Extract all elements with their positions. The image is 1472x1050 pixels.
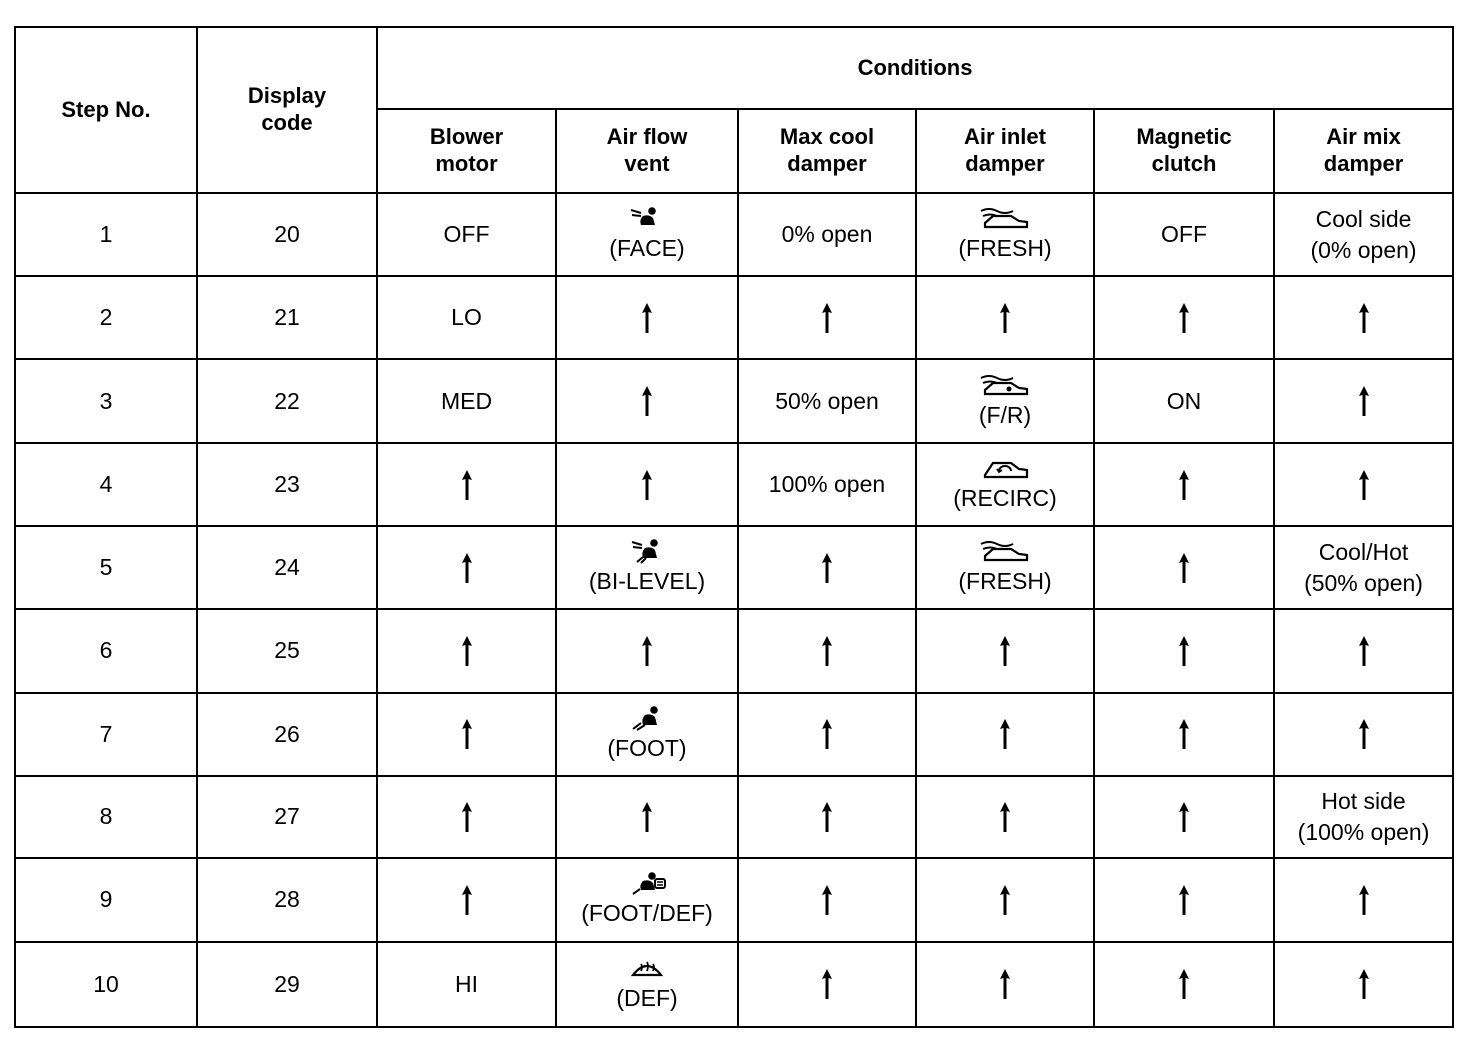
max-cool-damper-cell [738, 693, 916, 776]
header-display-code: Display code [197, 27, 377, 193]
foot-vent-icon [619, 705, 675, 731]
same-as-above-arrow-icon [1177, 884, 1191, 916]
bi-level-vent-icon [619, 538, 675, 564]
table-row [15, 858, 1453, 942]
blower-motor-cell [377, 858, 556, 942]
blower-motor-value: LO [451, 304, 482, 331]
header-max-cool-damper: Max cool damper [738, 109, 916, 193]
air-flow-vent-label: (FOOT) [607, 734, 687, 761]
blower-motor-cell [377, 776, 556, 858]
max-cool-damper-cell [738, 942, 916, 1027]
same-as-above-arrow-icon [1177, 801, 1191, 833]
air-flow-vent-cell [556, 526, 738, 609]
step-no-cell [15, 443, 197, 526]
table-row [15, 776, 1453, 858]
air-inlet-damper-label: (F/R) [978, 401, 1032, 428]
magnetic-clutch-cell [1094, 193, 1274, 276]
blower-motor-cell [377, 276, 556, 359]
step-no: 1 [99, 221, 113, 248]
same-as-above-arrow-icon [460, 552, 474, 584]
display-code-cell [197, 609, 377, 692]
same-as-above-arrow-icon [1177, 635, 1191, 667]
air-mix-damper-cell [1274, 693, 1453, 776]
air-inlet-damper-cell [916, 858, 1094, 942]
same-as-above-arrow-icon [820, 801, 834, 833]
display-code: 24 [274, 554, 300, 581]
display-code: 26 [274, 720, 300, 747]
air-mix-damper-cell [1274, 776, 1453, 858]
step-no-cell [15, 193, 197, 276]
same-as-above-arrow-icon [1177, 302, 1191, 334]
header-air-inlet-damper: Air inlet damper [916, 109, 1094, 193]
step-no-cell [15, 526, 197, 609]
air-mix-damper-cell [1274, 276, 1453, 359]
air-flow-vent-cell [556, 276, 738, 359]
same-as-above-arrow-icon [1357, 302, 1371, 334]
air-flow-vent-label: (DEF) [616, 984, 678, 1011]
air-flow-vent-cell [556, 858, 738, 942]
blower-motor-cell [377, 526, 556, 609]
display-code: 21 [274, 304, 300, 331]
air-inlet-damper-label: (RECIRC) [953, 485, 1057, 512]
header-magnetic-clutch: Magnetic clutch [1094, 109, 1274, 193]
blower-motor-cell [377, 443, 556, 526]
step-no: 9 [99, 886, 113, 913]
magnetic-clutch-cell [1094, 359, 1274, 443]
same-as-above-arrow-icon [1357, 635, 1371, 667]
air-mix-damper-value: Cool/Hot (50% open) [1304, 538, 1423, 596]
magnetic-clutch-cell [1094, 858, 1274, 942]
header-air-flow-vent: Air flow vent [556, 109, 738, 193]
air-mix-damper-value: Hot side (100% open) [1297, 787, 1430, 845]
air-inlet-damper-label: (FRESH) [958, 235, 1052, 262]
table-body [15, 193, 1453, 1027]
max-cool-damper-cell [738, 776, 916, 858]
face-vent-icon [619, 205, 675, 231]
max-cool-damper-cell [738, 609, 916, 692]
table-row [15, 942, 1453, 1027]
same-as-above-arrow-icon [460, 801, 474, 833]
air-flow-vent-cell [556, 443, 738, 526]
conditions-table [14, 26, 1454, 1028]
air-flow-vent-label: (FACE) [609, 235, 685, 262]
same-as-above-arrow-icon [640, 302, 654, 334]
max-cool-damper-cell [738, 193, 916, 276]
fresh-air-icon [977, 538, 1033, 564]
same-as-above-arrow-icon [1357, 469, 1371, 501]
magnetic-clutch-value: OFF [1161, 221, 1207, 248]
max-cool-damper-cell [738, 276, 916, 359]
header-step-no: Step No. [15, 27, 197, 193]
same-as-above-arrow-icon [998, 801, 1012, 833]
max-cool-damper-cell [738, 359, 916, 443]
same-as-above-arrow-icon [998, 302, 1012, 334]
same-as-above-arrow-icon [820, 302, 834, 334]
magnetic-clutch-cell [1094, 609, 1274, 692]
same-as-above-arrow-icon [820, 635, 834, 667]
step-no-cell [15, 776, 197, 858]
table-row [15, 526, 1453, 609]
same-as-above-arrow-icon [820, 968, 834, 1000]
max-cool-damper-cell [738, 443, 916, 526]
blower-motor-cell [377, 942, 556, 1027]
same-as-above-arrow-icon [640, 801, 654, 833]
air-inlet-damper-cell [916, 526, 1094, 609]
air-flow-vent-label: (BI-LEVEL) [588, 568, 706, 595]
same-as-above-arrow-icon [820, 552, 834, 584]
display-code-cell [197, 693, 377, 776]
max-cool-damper-cell [738, 858, 916, 942]
same-as-above-arrow-icon [460, 718, 474, 750]
header-blower-motor: Blower motor [377, 109, 556, 193]
air-inlet-damper-cell [916, 693, 1094, 776]
step-no: 10 [93, 970, 119, 997]
max-cool-damper-value: 0% open [781, 221, 873, 248]
air-inlet-damper-cell [916, 942, 1094, 1027]
air-flow-vent-cell [556, 776, 738, 858]
same-as-above-arrow-icon [460, 635, 474, 667]
air-inlet-damper-cell [916, 359, 1094, 443]
air-mix-damper-cell [1274, 193, 1453, 276]
magnetic-clutch-cell [1094, 443, 1274, 526]
same-as-above-arrow-icon [1357, 884, 1371, 916]
step-no: 8 [99, 803, 113, 830]
same-as-above-arrow-icon [1177, 718, 1191, 750]
display-code: 29 [274, 970, 300, 997]
same-as-above-arrow-icon [1177, 469, 1191, 501]
air-flow-vent-cell [556, 693, 738, 776]
fresh-recirc-icon [977, 372, 1033, 398]
air-inlet-damper-cell [916, 609, 1094, 692]
display-code: 20 [274, 221, 300, 248]
max-cool-damper-cell [738, 526, 916, 609]
blower-motor-value: OFF [443, 221, 490, 248]
step-no: 3 [99, 387, 113, 414]
same-as-above-arrow-icon [998, 635, 1012, 667]
same-as-above-arrow-icon [998, 884, 1012, 916]
magnetic-clutch-cell [1094, 526, 1274, 609]
magnetic-clutch-cell [1094, 693, 1274, 776]
display-code: 25 [274, 637, 300, 664]
header-conditions: Conditions [377, 27, 1453, 109]
display-code: 22 [274, 387, 300, 414]
table-row [15, 359, 1453, 443]
display-code-cell [197, 942, 377, 1027]
same-as-above-arrow-icon [998, 968, 1012, 1000]
magnetic-clutch-cell [1094, 942, 1274, 1027]
air-mix-damper-cell [1274, 526, 1453, 609]
blower-motor-cell [377, 609, 556, 692]
header-air-mix-damper: Air mix damper [1274, 109, 1453, 193]
display-code-cell [197, 443, 377, 526]
display-code: 23 [274, 471, 300, 498]
step-no-cell [15, 609, 197, 692]
magnetic-clutch-cell [1094, 276, 1274, 359]
same-as-above-arrow-icon [640, 469, 654, 501]
air-flow-vent-cell [556, 193, 738, 276]
same-as-above-arrow-icon [1177, 968, 1191, 1000]
step-no: 4 [99, 471, 113, 498]
air-flow-vent-cell [556, 359, 738, 443]
defrost-icon [619, 955, 675, 981]
display-code: 28 [274, 886, 300, 913]
display-code-cell [197, 359, 377, 443]
air-inlet-damper-cell [916, 776, 1094, 858]
same-as-above-arrow-icon [820, 718, 834, 750]
display-code-cell [197, 193, 377, 276]
air-mix-damper-value: Cool side (0% open) [1310, 205, 1417, 263]
table-row [15, 609, 1453, 692]
foot-def-vent-icon [619, 870, 675, 896]
display-code-cell [197, 526, 377, 609]
display-code-cell [197, 276, 377, 359]
air-flow-vent-label: (FOOT/DEF) [581, 900, 713, 927]
max-cool-damper-value: 100% open [768, 471, 886, 498]
air-mix-damper-cell [1274, 609, 1453, 692]
step-no-cell [15, 858, 197, 942]
same-as-above-arrow-icon [1357, 968, 1371, 1000]
same-as-above-arrow-icon [640, 385, 654, 417]
step-no: 5 [99, 554, 113, 581]
same-as-above-arrow-icon [1177, 552, 1191, 584]
air-mix-damper-cell [1274, 942, 1453, 1027]
table-row [15, 193, 1453, 276]
step-no: 7 [99, 720, 113, 747]
display-code: 27 [274, 803, 300, 830]
step-no: 2 [99, 304, 113, 331]
display-code-cell [197, 858, 377, 942]
fresh-air-icon [977, 205, 1033, 231]
same-as-above-arrow-icon [640, 635, 654, 667]
recirc-air-icon [977, 455, 1033, 481]
same-as-above-arrow-icon [998, 718, 1012, 750]
step-no-cell [15, 359, 197, 443]
blower-motor-value: MED [440, 387, 493, 414]
blower-motor-cell [377, 693, 556, 776]
step-no-cell [15, 693, 197, 776]
air-inlet-damper-label: (FRESH) [958, 568, 1052, 595]
air-mix-damper-cell [1274, 858, 1453, 942]
air-inlet-damper-cell [916, 193, 1094, 276]
same-as-above-arrow-icon [820, 884, 834, 916]
table-row [15, 443, 1453, 526]
step-no-cell [15, 942, 197, 1027]
table-row [15, 276, 1453, 359]
magnetic-clutch-value: ON [1166, 387, 1202, 414]
air-inlet-damper-cell [916, 276, 1094, 359]
blower-motor-cell [377, 359, 556, 443]
air-flow-vent-cell [556, 942, 738, 1027]
blower-motor-cell [377, 193, 556, 276]
step-no: 6 [99, 637, 113, 664]
same-as-above-arrow-icon [1357, 718, 1371, 750]
same-as-above-arrow-icon [460, 884, 474, 916]
blower-motor-value: HI [455, 970, 478, 997]
air-mix-damper-cell [1274, 359, 1453, 443]
magnetic-clutch-cell [1094, 776, 1274, 858]
max-cool-damper-value: 50% open [775, 387, 879, 414]
display-code-cell [197, 776, 377, 858]
same-as-above-arrow-icon [1357, 385, 1371, 417]
air-mix-damper-cell [1274, 443, 1453, 526]
step-no-cell [15, 276, 197, 359]
air-inlet-damper-cell [916, 443, 1094, 526]
air-flow-vent-cell [556, 609, 738, 692]
table-row [15, 693, 1453, 776]
same-as-above-arrow-icon [460, 469, 474, 501]
